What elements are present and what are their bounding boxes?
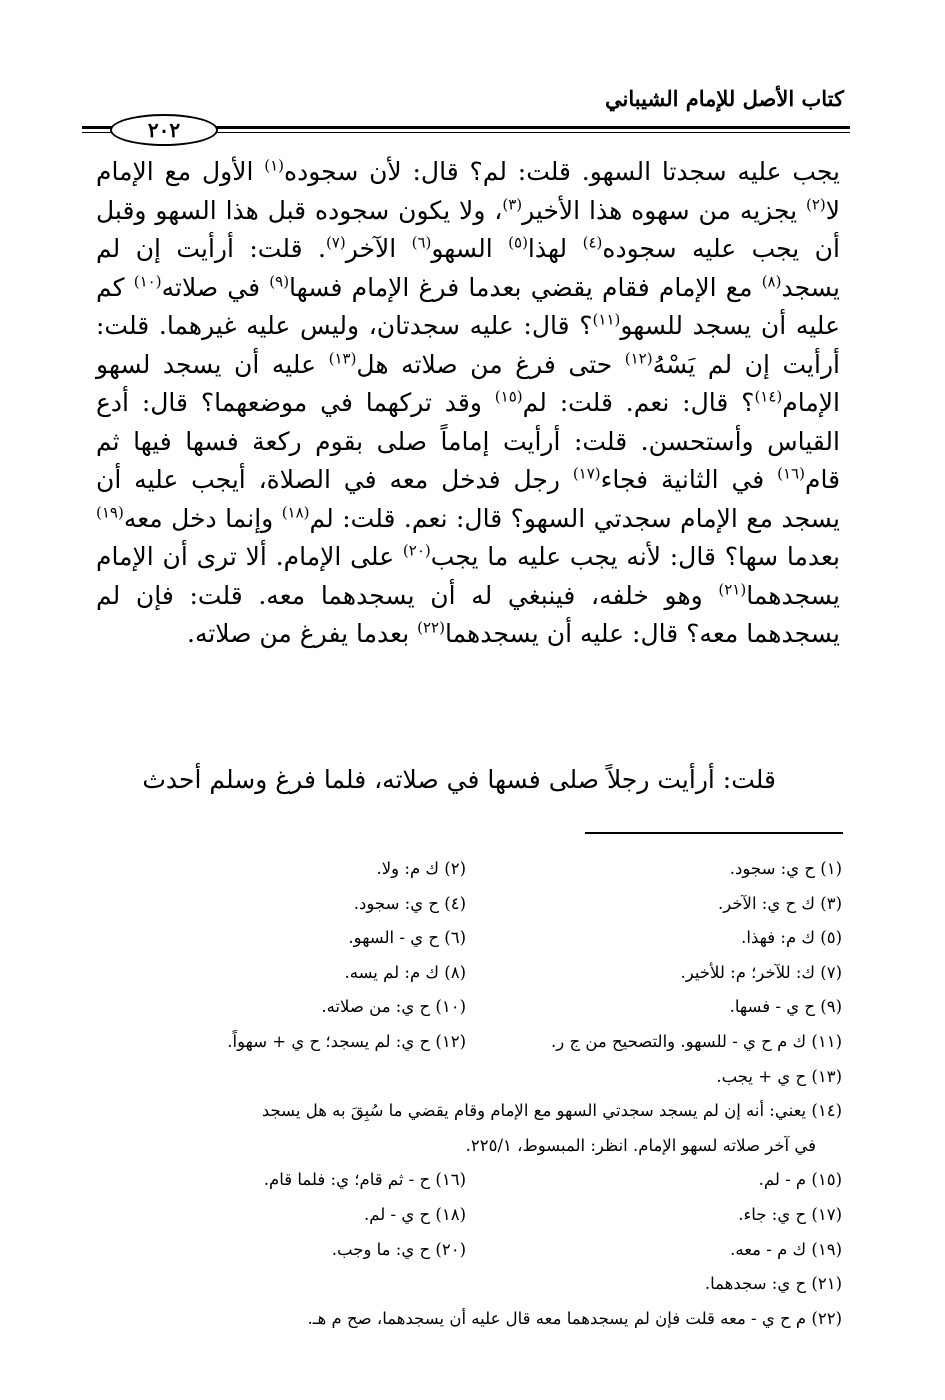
footnote: (١٦) ح - ثم قام؛ ي: فلما قام.	[263, 1170, 466, 1190]
footnote-row	[90, 1163, 842, 1198]
footnote-continuation: في آخر صلاته لسهو الإمام. انظر: المبسوط، ٢٢٥/١.	[465, 1135, 816, 1155]
footnotes	[90, 852, 842, 1336]
footnote: (٢) ك م: ولا.	[376, 859, 466, 878]
footnote: (١٤) يعني: أنه إن لم يسجد سجدتي السهو مع الإمام وقام يقضي ما سُبِقَ به هل يسجد	[261, 1101, 842, 1121]
footnote-ref: (٢٢)	[417, 618, 445, 637]
footnote: (١٠) ح ي: من صلاته.	[321, 997, 466, 1017]
footnote: (١٧) ح ي: جاء.	[738, 1204, 842, 1224]
footnote: (١١) ك م ح ي - للسهو. والتصحيح من ج ر.	[550, 1031, 842, 1051]
footnote-ref: (١٠)	[133, 272, 162, 291]
footnote-ref: (٣)	[502, 195, 523, 214]
footnote: (٩) ح ي - فسها.	[729, 997, 842, 1017]
main-text: يجب عليه سجدتا السهو. قلت: لم؟ قال: لأن سجوده$^{(١)}$ الأول مع الإمام لا$^{(٢)}$ يجزيه من سهوه هذا الأخير$^{(٣)}$، ولا يكون سجوده قبل هذا السهو وقبل أن يجب عليه سجوده$^{(٤)}$ لهذا$^{(٥)}$ السهو$^{(٦)}$ الآخر$^{(٧)}$. قلت: أرأيت إن لم يسجد$^{(٨)}$ مع الإمام فقام يقضي بعدما فرغ الإمام فسها$^{(٩)}$ في صلاته$^{(١٠)}$ كم عليه أن يسجد للسهو$^{(١١)}$؟ قال: عليه سجدتان، وليس عليه غيرهما. قلت: أرأيت إن لم يَسْهُ$^{(١٢)}$ حتى فرغ من صلاته هل$^{(١٣)}$ عليه أن يسجد لسهو الإمام$^{(١٤)}$؟ قال: نعم. قلت: لم$^{(١٥)}$ وقد تركهما في موضعهما؟ قال: أدع القياس وأستحسن. قلت: أرأيت إماماً صلى بقوم ركعة فسها فيها ثم قام$^{(١٦)}$ في الثانية فجاء$^{(١٧)}$ رجل فدخل معه في الصلاة، أيجب عليه أن يسجد مع الإمام سجدتي السهو؟ قال: نعم. قلت: لم$^{(١٨)}$ وإنما دخل معه$^{(١٩)}$ بعدما سها؟ قال: لأنه يجب عليه ما يجب$^{(٢٠)}$ على الإمام. ألا ترى أن الإمام يسجدهما$^{(٢١)}$ وهو خلفه، فينبغي له أن يسجدهما معه. قلت: فإن لم يسجدهما معه؟ قال: عليه أن يسجدهما$^{(٢٢)}$ بعدما يفرغ من صلاته.	[96, 156, 841, 648]
footnote: (٨) ك م: لم يسه.	[344, 962, 466, 982]
footnote-ref: (١٨)	[281, 503, 310, 522]
continuation-paragraph: قلت: أرأيت رجلاً صلى فسها في صلاته، فلما فرغ وسلم أحدث	[142, 765, 776, 794]
footnote-ref: (١٤)	[754, 387, 783, 406]
footnote: (٧) ك: للآخر؛ م: للأخير.	[680, 962, 842, 982]
footnote-ref: (١٥)	[494, 387, 523, 406]
footnote: (١٣) ح ي + يجب.	[716, 1066, 842, 1086]
footnote-row	[90, 921, 842, 956]
footnote: (٦) ح ي - السهو.	[348, 928, 466, 948]
footnote-ref: (١٧)	[572, 464, 601, 483]
footnote-ref: (٢٠)	[402, 541, 431, 560]
footnote: (٥) ك م: فهذا.	[741, 928, 842, 948]
footnote: (٣) ك ح ي: الآخر.	[718, 893, 842, 913]
footnote-ref: (١)	[264, 156, 285, 175]
footnote-row	[90, 887, 842, 922]
page-header	[82, 86, 850, 156]
footnote-ref: (٧)	[325, 233, 346, 252]
footnote: (١٨) ح ي - لم.	[364, 1204, 466, 1224]
footnote-row	[90, 1198, 842, 1233]
footnote-ref: (٦)	[411, 233, 432, 252]
footnote-ref: (١٣)	[328, 349, 357, 368]
footnote-ref: (١٦)	[777, 464, 805, 483]
footnote-ref: (٥)	[508, 233, 528, 252]
footnote: (١٢) ح ي: لم يسجد؛ ح ي + سهواً.	[227, 1031, 466, 1051]
footnote-ref: (١٢)	[624, 349, 653, 368]
footnote-ref: (٤)	[582, 233, 603, 252]
footnote-ref: (١٩)	[96, 503, 124, 522]
book-title: كتاب الأصل للإمام الشيباني	[605, 86, 844, 111]
footnote: (٤) ح ي: سجود.	[353, 893, 466, 913]
footnote-ref: (١١)	[592, 310, 621, 329]
footnote-row	[90, 1025, 842, 1060]
footnote: (٢١) ح ي: سجدهما.	[704, 1274, 842, 1294]
footnote: (٢٢) م ح ي - معه قلت فإن لم يسجدهما معه قال عليه أن يسجدهما، صح م هـ.	[307, 1308, 842, 1328]
footnote: (٢٠) ح ي: ما وجب.	[331, 1239, 466, 1259]
footnote-row	[90, 1233, 842, 1268]
footnote-row	[90, 956, 842, 991]
footnote-ref: (٨)	[761, 272, 782, 291]
footnote: (١٩) ك م - معه.	[730, 1239, 842, 1259]
footnote-ref: (٢١)	[718, 580, 747, 599]
footnote: (١٥) م - لم.	[758, 1170, 842, 1190]
page-number: ٢٠٢	[110, 114, 218, 146]
footnote-separator	[585, 832, 843, 834]
footnote-ref: (٢)	[805, 195, 826, 214]
footnote-ref: (٩)	[269, 272, 290, 291]
footnote-row	[90, 990, 842, 1025]
footnote: (١) ح ي: سجود.	[729, 859, 842, 878]
footnote-row	[90, 852, 842, 887]
